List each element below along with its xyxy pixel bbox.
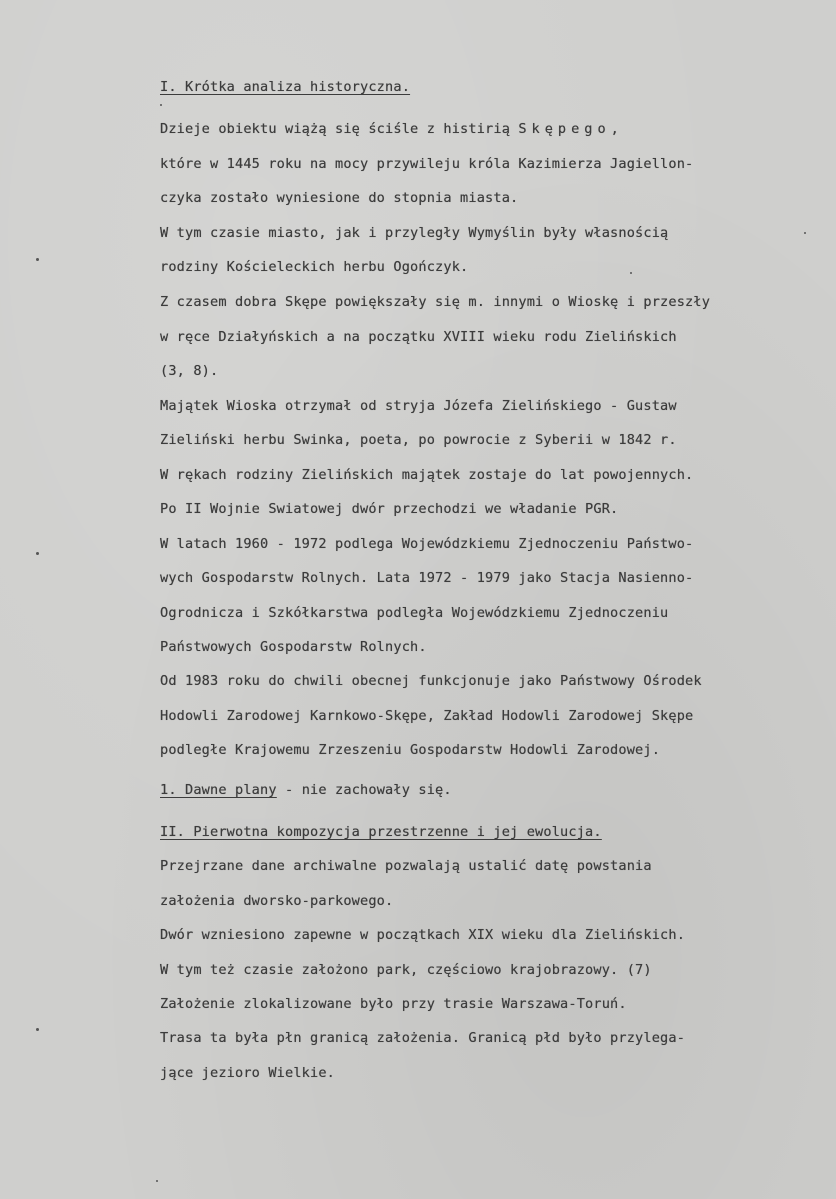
text-line (160, 961, 652, 979)
text-line (160, 926, 685, 944)
page-speck (36, 258, 39, 261)
text-line (160, 293, 710, 311)
text-line-content: Zieliński herbu Swinka, poeta, po powrocie z Syberii w 1842 r. (160, 432, 677, 448)
text-line (160, 362, 218, 380)
text-line-content: W tym też czasie założono park, częściowo krajobrazowy. (7) (160, 962, 652, 978)
text-line (160, 78, 410, 96)
text-line-content: Trasa ta była płn granicą założenia. Granicą płd było przylega- (160, 1030, 686, 1046)
text-line (160, 155, 693, 173)
text-line-content: W tym czasie miasto, jak i przyległy Wymyślin były własnością (160, 225, 669, 241)
text-line-content: I. Krótka analiza historyczna. (160, 79, 411, 95)
text-line (160, 707, 693, 725)
text-line (160, 823, 602, 841)
text-line-content: Hodowli Zarodowej Karnkowo-Skępe, Zakład Hodowli Zarodowej Skępe (160, 708, 694, 724)
text-line (160, 995, 627, 1013)
text-line-content: W rękach rodziny Zielińskich majątek zostaje do lat powojennych. (160, 467, 694, 483)
text-line-extra: Skępego, (518, 121, 624, 137)
text-line (160, 1064, 335, 1082)
text-line (160, 328, 677, 346)
text-line-content: Z czasem dobra Skępe powiększały się m. innymi o Wioskę i przeszły (160, 294, 711, 310)
text-line (160, 604, 668, 622)
text-line-content: założenia dworsko-parkowego. (160, 893, 394, 909)
text-line-content: II. Pierwotna kompozycja przestrzenne i jej ewolucja. (160, 824, 602, 840)
text-line (160, 258, 468, 276)
text-line-content: (3, 8). (160, 363, 219, 379)
text-line-content: rodziny Kościeleckich herbu Ogończyk. (160, 259, 469, 275)
text-line (160, 397, 677, 415)
page-speck (804, 232, 806, 234)
page-speck (160, 104, 162, 106)
text-line-content: Państwowych Gospodarstw Rolnych. (160, 639, 427, 655)
page-speck (36, 1028, 39, 1031)
text-line-content: w ręce Działyńskich a na początku XVIII wieku rodu Zielińskich (160, 329, 677, 345)
text-line (160, 638, 427, 656)
text-line-content: Dzieje obiektu wiążą się ściśle z histirią (160, 121, 519, 137)
text-line (160, 224, 668, 242)
text-line-content: Ogrodnicza i Szkółkarstwa podległa Wojewódzkiemu Zjednoczeniu (160, 605, 669, 621)
text-line (160, 781, 452, 799)
text-line-content: podległe Krajowemu Zrzeszeniu Gospodarstw Hodowli Zarodowej. (160, 742, 661, 758)
text-line (160, 1029, 685, 1047)
text-line-content: W latach 1960 - 1972 podlega Wojewódzkiemu Zjednoczeniu Państwo- (160, 536, 694, 552)
page-speck (156, 1180, 158, 1182)
text-line-content: Po II Wojnie Swiatowej dwór przechodzi we władanie PGR. (160, 501, 619, 517)
text-line-content: czyka zostało wyniesione do stopnia miasta. (160, 190, 519, 206)
text-line-content: 1. Dawne plany (160, 782, 277, 798)
text-line-content: które w 1445 roku na mocy przywileju króla Kazimierza Jagiellon- (160, 156, 694, 172)
text-line-content: Dwór wzniesiono zapewne w początkach XIX wieku dla Zielińskich. (160, 927, 686, 943)
text-line-content: Założenie zlokalizowane było przy trasie Warszawa-Toruń. (160, 996, 627, 1012)
text-line-content: Majątek Wioska otrzymał od stryja Józefa Zielińskiego - Gustaw (160, 398, 677, 414)
text-line (160, 500, 618, 518)
text-line (160, 857, 652, 875)
text-line (160, 431, 677, 449)
text-line (160, 672, 702, 690)
text-line (160, 569, 693, 587)
text-line-extra: - nie zachowały się. (276, 782, 452, 798)
page-speck (630, 272, 632, 274)
text-line (160, 120, 624, 138)
text-line-content: Od 1983 roku do chwili obecnej funkcjonuje jako Państwowy Ośrodek (160, 673, 702, 689)
text-line-content: jące jezioro Wielkie. (160, 1065, 336, 1081)
page-speck (36, 552, 39, 555)
text-line-content: wych Gospodarstw Rolnych. Lata 1972 - 1979 jako Stacja Nasienno- (160, 570, 694, 586)
text-line (160, 535, 693, 553)
text-line (160, 466, 693, 484)
text-line (160, 189, 518, 207)
text-line (160, 892, 393, 910)
text-line-content: Przejrzane dane archiwalne pozwalają ustalić datę powstania (160, 858, 652, 874)
text-line (160, 741, 660, 759)
